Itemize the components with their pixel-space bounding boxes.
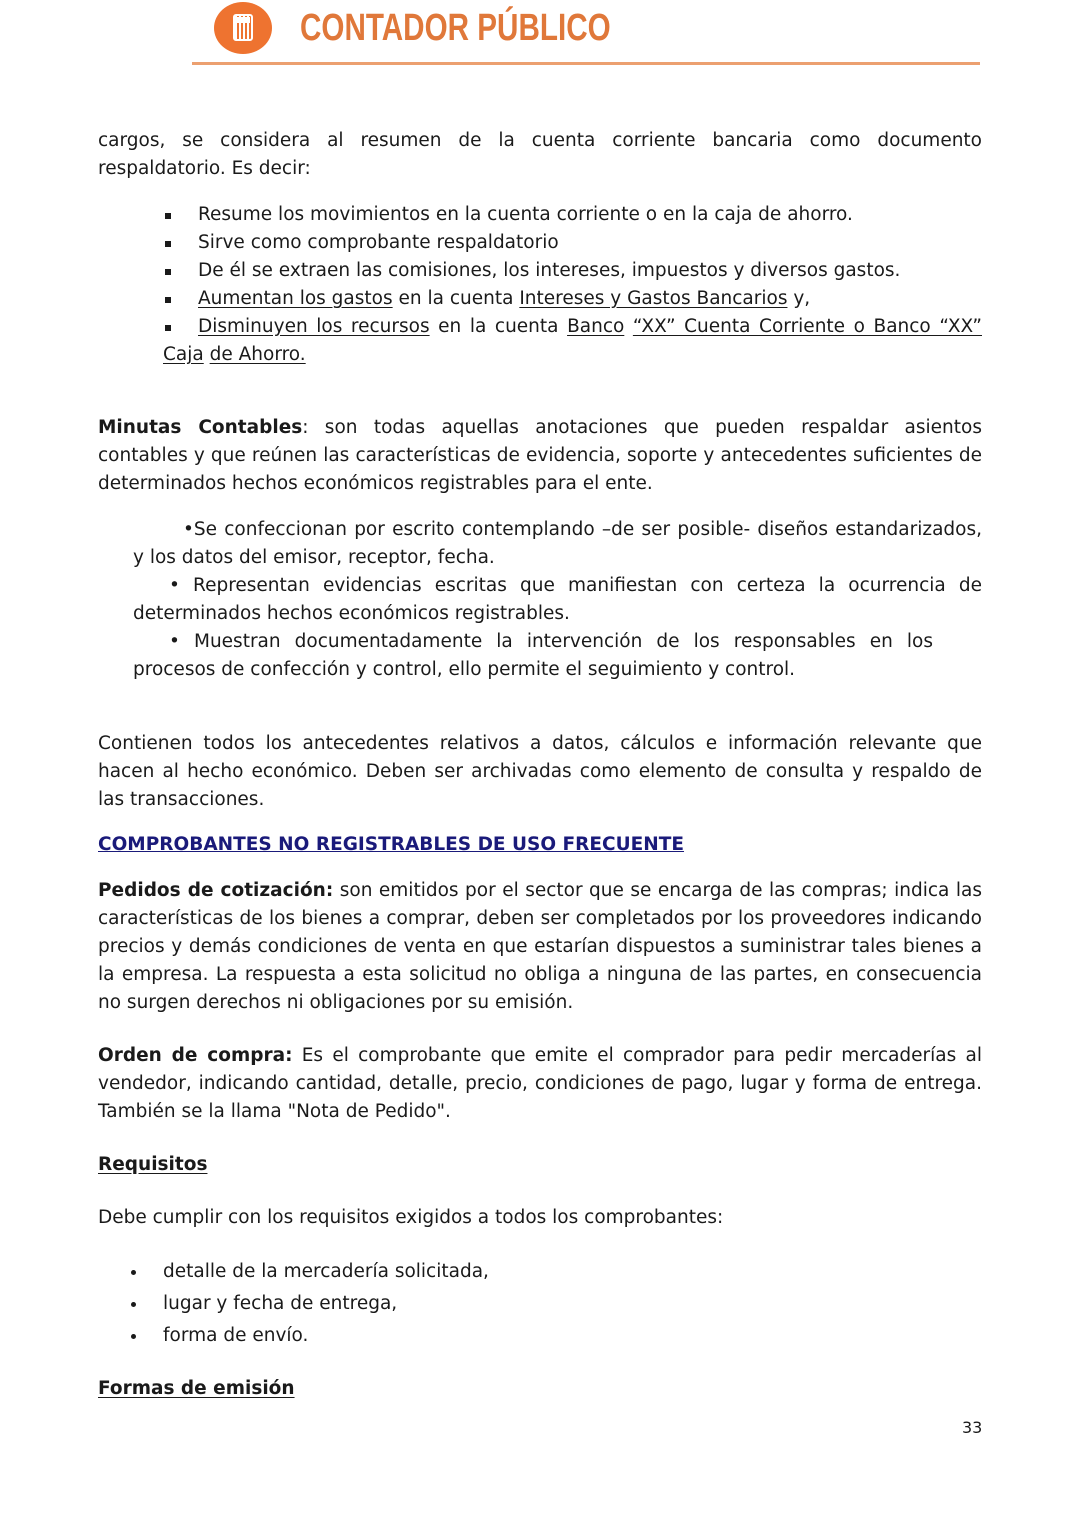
list-item [163, 229, 982, 257]
term: Pedidos de cotización: [98, 880, 334, 901]
formas-heading [98, 1375, 982, 1403]
underlined-text: Banco [567, 316, 625, 337]
paragraph: cargos, se considera al resumen de la cuenta corriente bancaria como documento respaldatorio. Es decir: [98, 130, 982, 179]
point: •Se confeccionan por escrito contemplando –de ser posible- diseños estandarizados, y los datos del emisor, receptor, fecha. [133, 519, 982, 568]
term: Orden de compra: [98, 1045, 293, 1066]
underlined-text: “XX” Cuenta Corriente o Banco “XX” Caja [163, 316, 982, 365]
paragraph-minutas [98, 414, 982, 498]
definition: son emitidos por el sector que se encarga de las compras; indica las características de los bienes a comprar, deben ser completados por los proveedores indicando precios y demás condiciones de venta en que estarían dispuestos a suministrar tales bienes a la empresa. La respuesta a esta solicitud no obliga a ninguna de las partes, en consecuencia no surgen derechos ni obligaciones por su emisión. [98, 880, 982, 1013]
list-item: lugar y fecha de entrega, [98, 1288, 982, 1320]
text: en la cuenta [429, 316, 568, 337]
text [624, 316, 633, 337]
point: • Muestran documentadamente la intervención de los responsables en los procesos de confección y control, ello permite el seguimiento y control. [133, 631, 933, 680]
heading-text: Requisitos [98, 1154, 208, 1175]
brand-title: CONTADOR PÚBLICO [300, 7, 611, 49]
text: en la cuenta [392, 288, 520, 309]
underlined-text: de Ahorro. [209, 344, 306, 365]
text: Sirve como comprobante respaldatorio [198, 232, 559, 253]
header-divider [192, 62, 980, 65]
list-item [163, 201, 982, 229]
text: y, [787, 288, 811, 309]
requisitos-list [98, 1256, 982, 1352]
logo [214, 2, 272, 54]
section-title: COMPROBANTES NO REGISTRABLES DE USO FRECUENTE [98, 834, 685, 855]
list-item [163, 257, 982, 285]
page-number: 33 [962, 1418, 983, 1437]
point: • Representan evidencias escritas que manifiestan con certeza la ocurrencia de determinados hechos económicos registrables. [133, 575, 982, 624]
term: Minutas Contables [98, 417, 303, 438]
list-item [163, 313, 982, 369]
calculator-icon [233, 14, 253, 41]
list-item: detalle de la mercadería solicitada, [98, 1256, 982, 1288]
list-item [163, 285, 982, 313]
heading-text: Formas de emisión [98, 1378, 295, 1399]
list-item: forma de envío. [98, 1320, 982, 1352]
underlined-text: Aumentan los gastos [198, 288, 393, 309]
paragraph: Contienen todos los antecedentes relativos a datos, cálculos e información relevante que hacen al hecho económico. Deben ser archivadas como elemento de consulta y respaldo de las transacciones. [98, 733, 982, 810]
definition: Es el comprobante que emite el comprador para pedir mercaderías al vendedor, indicando cantidad, detalle, precio, condiciones de pago, lugar y forma de entrega. También se la llama "Nota de Pedido". [98, 1045, 982, 1122]
paragraph-pedidos [98, 877, 982, 1017]
paragraph-orden [98, 1042, 982, 1126]
underlined-text: Intereses y Gastos Bancarios [519, 288, 788, 309]
text: De él se extraen las comisiones, los intereses, impuestos y diversos gastos. [198, 260, 901, 281]
definition: : son todas aquellas anotaciones que pueden respaldar asientos contables y que reúnen las características de evidencia, soporte y antecedentes suficientes de determinados hechos económicos registrables para el ente. [98, 417, 982, 494]
text: Resume los movimientos en la cuenta corriente o en la caja de ahorro. [198, 204, 853, 225]
requisitos-heading [98, 1151, 982, 1179]
paragraph: Debe cumplir con los requisitos exigidos a todos los comprobantes: [98, 1207, 724, 1228]
underlined-text: Disminuyen los recursos [198, 316, 430, 337]
bullet-list [163, 201, 982, 369]
